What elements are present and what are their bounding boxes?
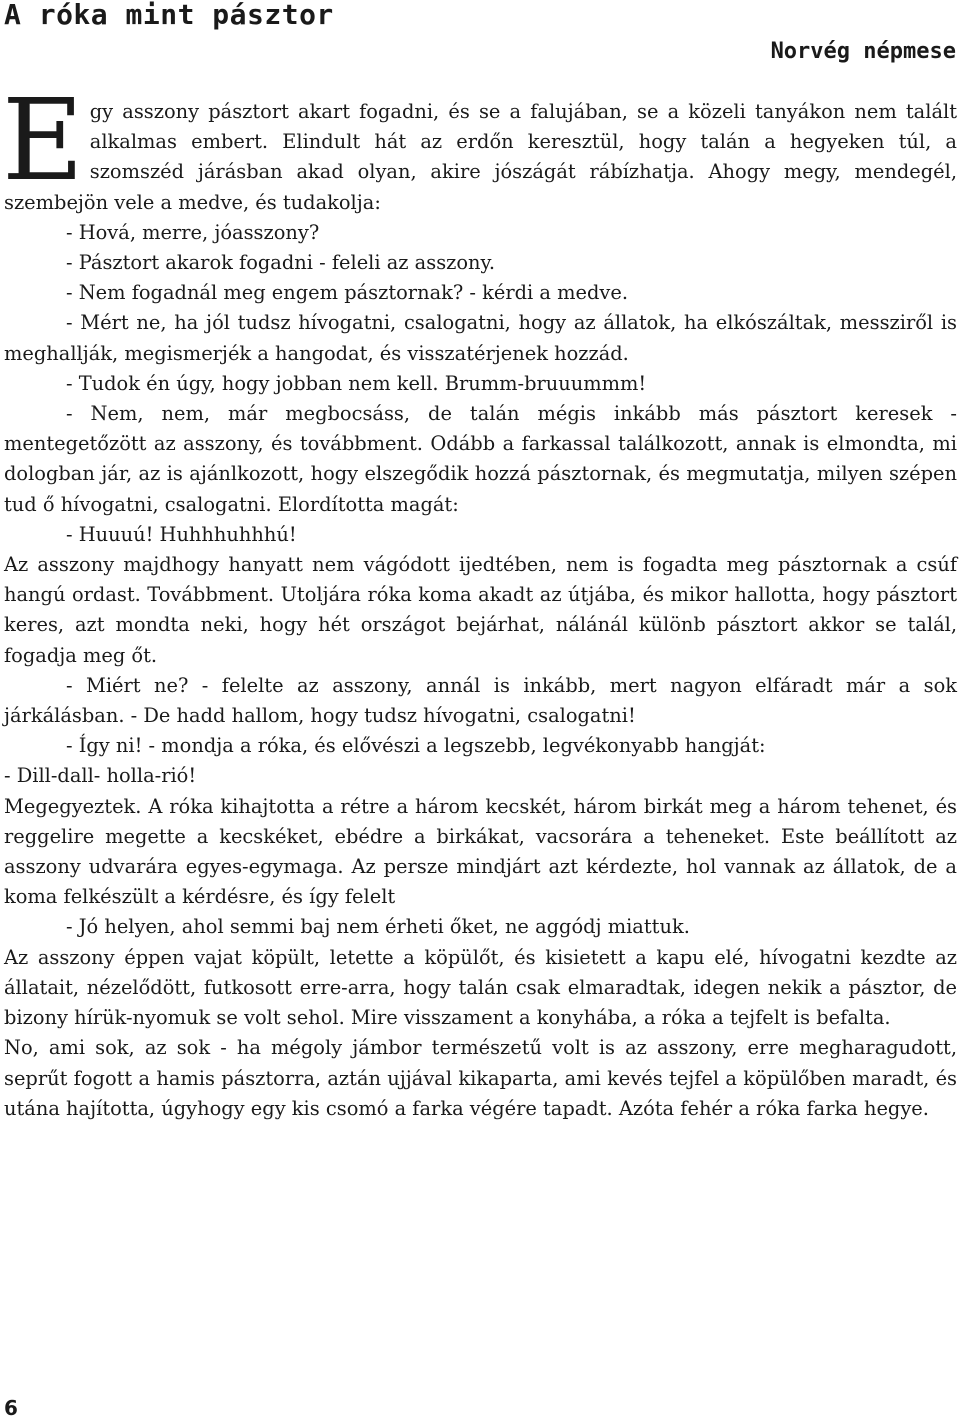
dialogue-line: - Mért ne, ha jól tudsz hívogatni, csalogatni, hogy az állatok, ha elkószáltak, messziről is meghallják, megismerjék a hangodat, és visszatérjenek hozzád. [4, 311, 957, 365]
story-title: A róka mint pásztor [4, 0, 334, 31]
paragraph-1 [2, 76, 957, 218]
story-body [2, 76, 957, 1124]
dialogue-line: - Dill-dall- holla-rió! [4, 764, 197, 788]
dialogue-line: - Miért ne? - felelte az asszony, annál is inkább, mert nagyon elfáradt már a sok járkálásban. - De hadd hallom, hogy tudsz hívogatni, csalogatni! [4, 673, 957, 728]
paragraph: Az asszony majdhogy hanyatt nem vágódott ijedtében, nem is fogadta meg pásztornak a csúf hangú ordast. Továbbment. Utoljára róka koma akadt az útjába, és mikor hallotta, hogy pásztort keres, azt mondta neki, hogy hét országot bejárhat, nálánál különb pásztort akkor se talál, fogadja meg őt. [4, 553, 957, 667]
dialogue-line: - Jó helyen, ahol semmi baj nem érheti őket, ne aggódj miattuk. [66, 915, 690, 939]
dialogue-line: - Nem fogadnál meg engem pásztornak? - kérdi a medve. [66, 281, 629, 305]
dialogue-line: - Pásztort akarok fogadni - feleli az asszony. [66, 251, 496, 275]
drop-cap: E [2, 76, 84, 206]
paragraph-1-text: gy asszony pásztort akart fogadni, és se a falujában, se a közeli tanyákon nem talált alkalmas embert. Elindult hát az erdőn keresztül, hogy talán a hegyeken túl, a szomszéd járásban akad olyan, akire jószágát rábízhatja. Ahogy megy, mendegél, szembejön vele a medve, és tudakolja: [4, 100, 957, 214]
dialogue-line: - Hová, merre, jóasszony? [66, 220, 320, 244]
paragraph: No, ami sok, az sok - ha mégoly jámbor természetű volt is az asszony, erre megharagudott, seprűt fogott a hamis pásztorra, aztán ujjával kikaparta, ami kevés tejfel a köpülőben maradt, és utána hajította, úgyhogy egy kis csomó a farka végére tapadt. Azóta fehér a róka farka hegye. [4, 1036, 957, 1120]
dialogue-line: - Tudok én úgy, hogy jobban nem kell. Brumm-bruuummm! [66, 371, 647, 395]
dialogue-line: - Így ni! - mondja a róka, és elővészi a legszebb, legvékonyabb hangját: [66, 734, 766, 758]
dialogue-line: - Huuuú! Huhhhuhhhú! [66, 522, 297, 546]
paragraph: Megegyeztek. A róka kihajtotta a rétre a három kecskét, három birkát meg a három tehenet, és reggelire megette a kecskéket, ebédre a birkákat, vacsorára a teheneket. Este beállított az asszony udvarára egyes-egymaga. Az persze mindjárt azt kérdezte, hol vannak az állatok, de a koma felkészült a kérdésre, és így felelt [4, 794, 957, 909]
page-number: 6 [4, 1396, 18, 1420]
story-subtitle: Norvég népmese [770, 39, 956, 64]
paragraph: Az asszony éppen vajat köpült, letette a köpülőt, és kisietett a kapu elé, hívogatni kezdte az állatait, nézelődött, futkosott erre-arra, hogy talán csak elmaradtak, idegen nekik a pásztor, de bizony hírük-nyomuk se volt sehol. Mire visszament a konyhába, a róka a tejfelt is befalta. [4, 945, 957, 1030]
dialogue-line: - Nem, nem, már megbocsáss, de talán mégis inkább más pásztort keresek - mentegetőzött az asszony, és továbbment. Odább a farkassal találkozott, annak is elmondta, mi dologban jár, az is ajánlkozott, hogy elszegődik hozzá pásztornak, és megmutatja, milyen szépen tud ő hívogatni, csalogatni. Elordította magát: [4, 402, 957, 516]
